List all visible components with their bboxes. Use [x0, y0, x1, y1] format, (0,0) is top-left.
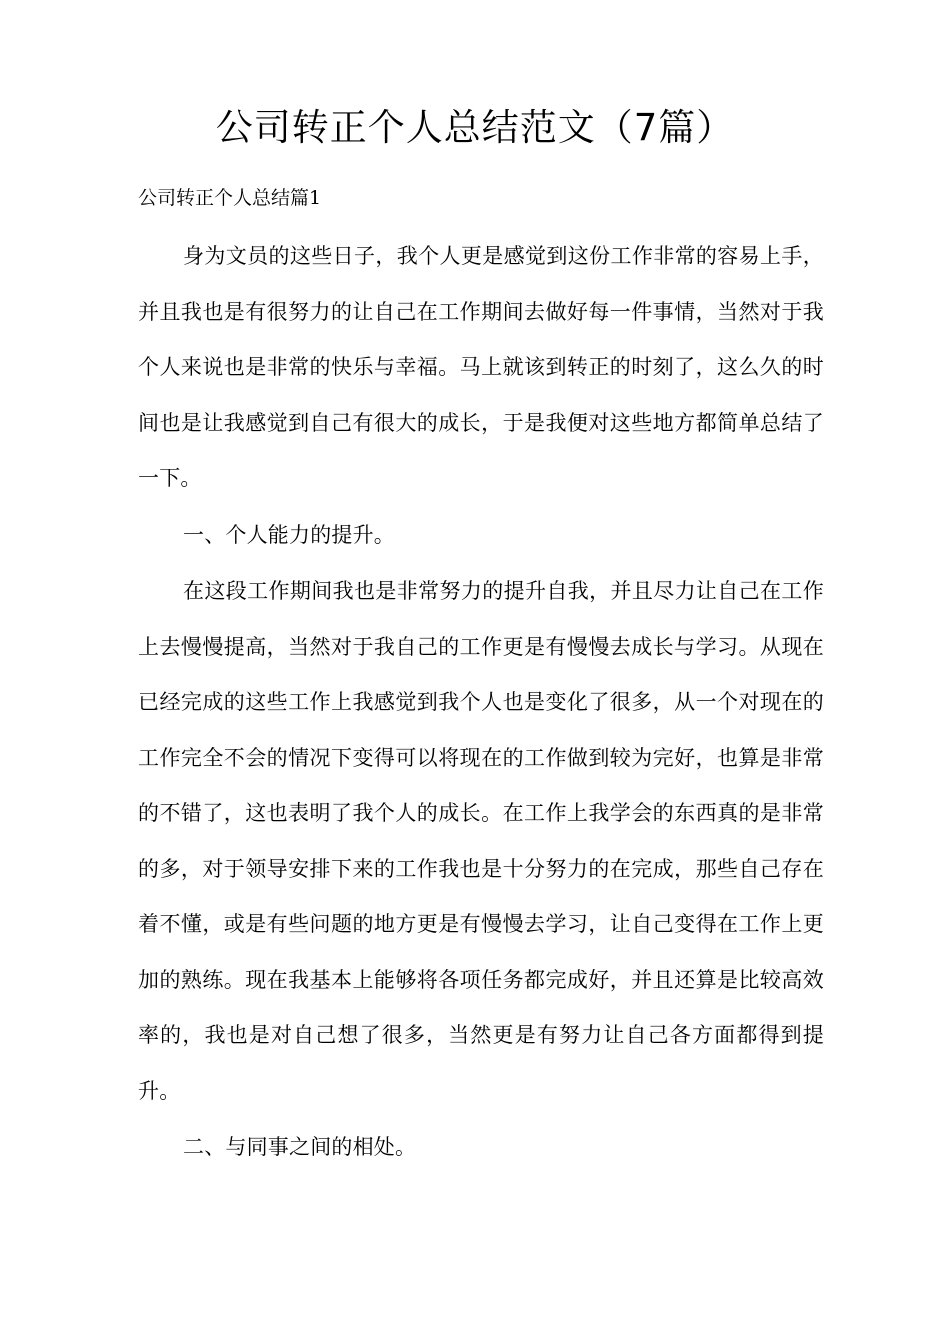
- document-body: [138, 229, 824, 1176]
- subheading-paragraph: 一、个人能力的提升。: [183, 522, 395, 547]
- subheading-paragraph: 二、与同事之间的相处。: [183, 1135, 417, 1159]
- paragraph: 身为文员的这些日子，我个人更是感觉到这份工作非常的容易上手，并且我也是有很努力的让自己在工作期间去做好每一件事情，当然对于我个人来说也是非常的快乐与幸福。马上就该到转正的时刻了，这么久的时间也是让我感觉到自己有很大的成长，于是我便对这些地方都简单总结了一下。: [138, 244, 824, 490]
- document-title: 公司转正个人总结范文（7篇）: [215, 106, 735, 149]
- section-heading: 公司转正个人总结篇1: [138, 187, 322, 209]
- paragraph: 在这段工作期间我也是非常努力的提升自我，并且尽力让自己在工作上去慢慢提高，当然对于我自己的工作更是有慢慢去成长与学习。从现在已经完成的这些工作上我感觉到我个人也是变化了很多，从一个对现在的工作完全不会的情况下变得可以将现在的工作做到较为完好，也算是非常的不错了，这也表明了我个人的成长。在工作上我学会的东西真的是非常的多，对于领导安排下来的工作我也是十分努力的在完成，那些自己存在着不懂，或是有些问题的地方更是有慢慢去学习，让自己变得在工作上更加的熟练。现在我基本上能够将各项任务都完成好，并且还算是比较高效率的，我也是对自己想了很多，当然更是有努力让自己各方面都得到提升。: [138, 579, 824, 1103]
